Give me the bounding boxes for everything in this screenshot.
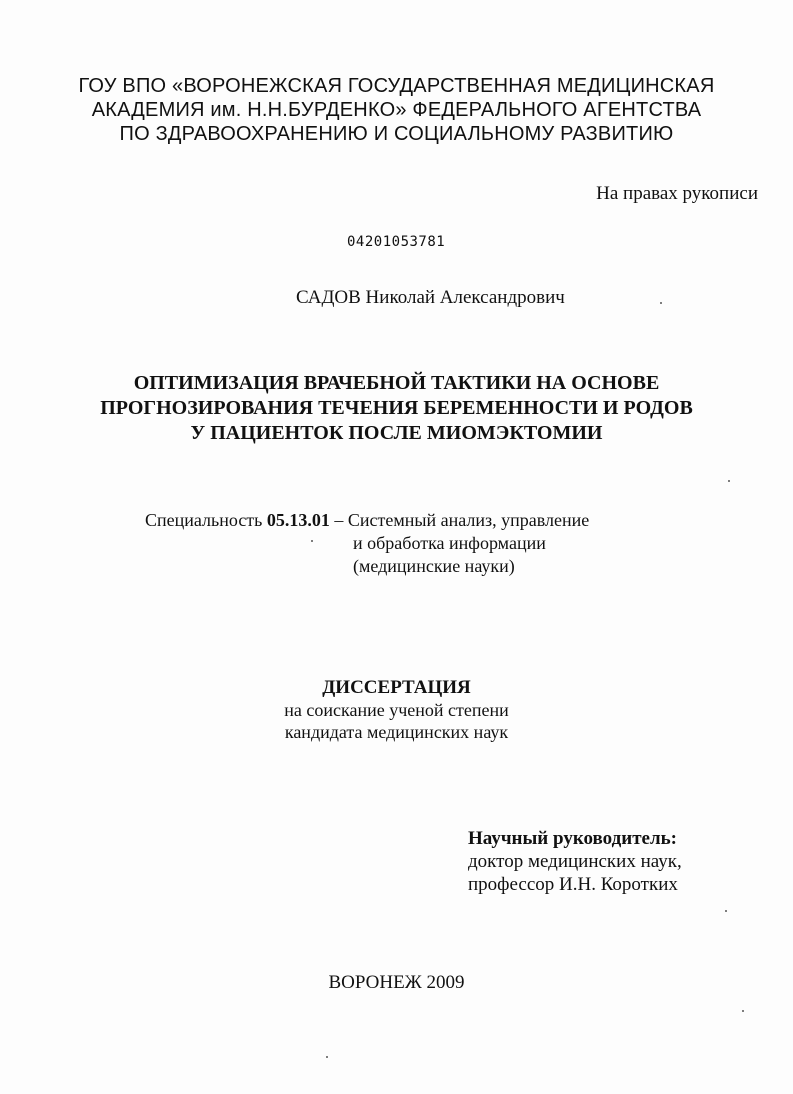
title-line-2: ПРОГНОЗИРОВАНИЯ ТЕЧЕНИЯ БЕРЕМЕННОСТИ И РОДОВ [100,397,693,419]
scan-speck [326,1056,328,1058]
specialty-line-1 [145,509,589,532]
specialty-line-3: (медицинские науки) [353,556,515,576]
title-line-3: У ПАЦИЕНТОК ПОСЛЕ МИОМЭКТОМИИ [190,422,603,444]
specialty-block [145,509,589,578]
rights-note: На правах рукописи [596,183,758,204]
scan-speck [725,910,727,912]
scan-speck [311,540,313,542]
scan-speck [660,302,662,304]
inventory-number: 04201053781 [347,234,446,250]
specialty-name: – Системный анализ, управление [334,510,590,530]
supervisor-heading: Научный руководитель: [468,828,677,849]
specialty-line-2: и обработка информации [353,533,546,553]
degree-heading: ДИССЕРТАЦИЯ [322,677,471,698]
title-line-1: ОПТИМИЗАЦИЯ ВРАЧЕБНОЙ ТАКТИКИ НА ОСНОВЕ [133,372,660,394]
institution-line-1: ГОУ ВПО «ВОРОНЕЖСКАЯ ГОСУДАРСТВЕННАЯ МЕДИЦИНСКАЯ [78,75,715,97]
supervisor-block [468,827,682,896]
institution-line-2: АКАДЕМИЯ им. Н.Н.БУРДЕНКО» ФЕДЕРАЛЬНОГО АГЕНТСТВА [91,99,702,121]
specialty-label: Специальность [145,510,263,530]
dissertation-title [0,371,793,446]
city-year: ВОРОНЕЖ 2009 [328,972,465,993]
degree-line-1: на соискание ученой степени [284,700,509,720]
institution-header [0,74,793,146]
institution-line-3: ПО ЗДРАВООХРАНЕНИЮ И СОЦИАЛЬНОМУ РАЗВИТИЮ [119,123,674,145]
supervisor-line-1: доктор медицинских наук, [468,851,682,872]
degree-line-2: кандидата медицинских наук [284,722,509,742]
supervisor-line-2: профессор И.Н. Коротких [468,874,678,895]
scan-speck [728,480,730,482]
degree-block [0,677,793,743]
author-name: САДОВ Николай Александрович [296,287,565,308]
scan-speck [742,1010,744,1012]
specialty-code: 05.13.01 [266,510,330,530]
